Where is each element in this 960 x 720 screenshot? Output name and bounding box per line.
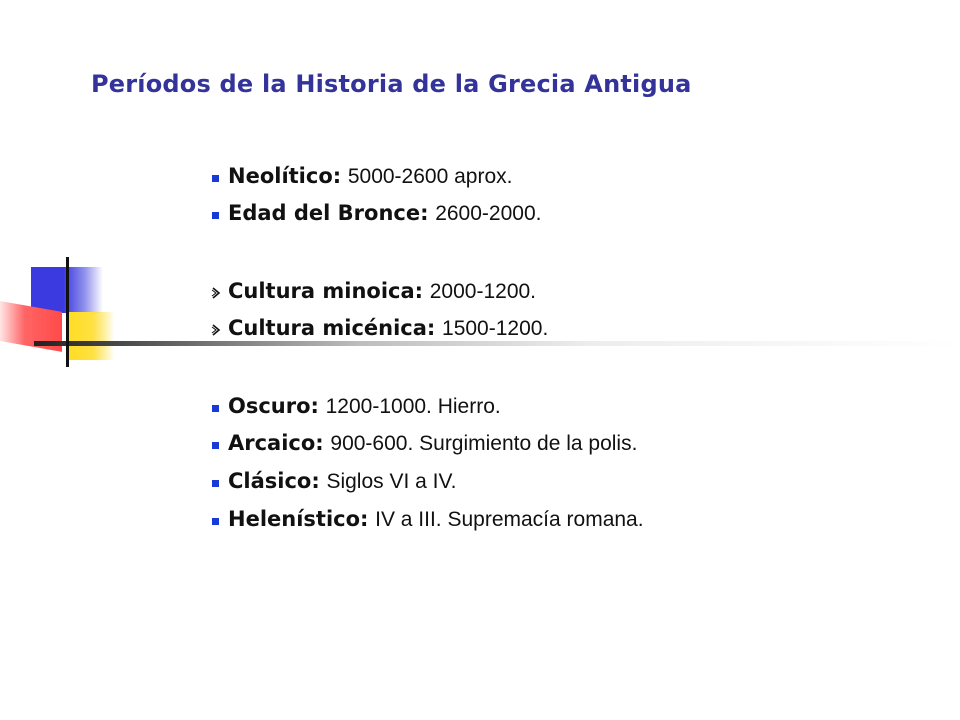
item-label: Clásico:: [228, 469, 320, 493]
slide-title: Períodos de la Historia de la Grecia Antigua: [91, 70, 692, 98]
item-label: Neolítico:: [228, 164, 342, 188]
item-value: 1200-1000. Hierro.: [325, 395, 501, 418]
square-bullet-icon: [212, 442, 219, 449]
arrow-bullet-icon: [211, 324, 221, 336]
list-item: [228, 469, 456, 494]
item-label: Cultura minoica:: [228, 279, 424, 303]
item-label: Arcaico:: [228, 431, 324, 455]
list-item: [228, 507, 644, 532]
item-label: Edad del Bronce:: [228, 201, 429, 225]
decorative-yellow-block: [66, 312, 114, 360]
list-item: [228, 431, 637, 456]
list-item: [228, 201, 541, 226]
list-item: [228, 316, 548, 341]
item-value: 900-600. Surgimiento de la polis.: [330, 432, 638, 455]
item-value: IV a III. Supremacía romana.: [375, 508, 644, 531]
arrow-bullet-icon: [211, 287, 221, 299]
square-bullet-icon: [212, 212, 219, 219]
square-bullet-icon: [212, 175, 219, 182]
item-value: 5000-2600 aprox.: [347, 165, 513, 188]
item-value: Siglos VI a IV.: [326, 470, 457, 493]
item-value: 2600-2000.: [435, 202, 542, 225]
list-item: [228, 394, 501, 419]
square-bullet-icon: [212, 480, 219, 487]
list-item: [228, 164, 512, 189]
list-item: [228, 279, 536, 304]
item-label: Cultura micénica:: [228, 316, 436, 340]
item-label: Oscuro:: [228, 394, 319, 418]
item-label: Helenístico:: [228, 507, 369, 531]
square-bullet-icon: [212, 518, 219, 525]
decorative-vertical-line: [66, 257, 69, 367]
square-bullet-icon: [212, 405, 219, 412]
decorative-horizontal-line: [34, 341, 960, 346]
item-value: 1500-1200.: [442, 317, 549, 340]
item-value: 2000-1200.: [429, 280, 537, 303]
